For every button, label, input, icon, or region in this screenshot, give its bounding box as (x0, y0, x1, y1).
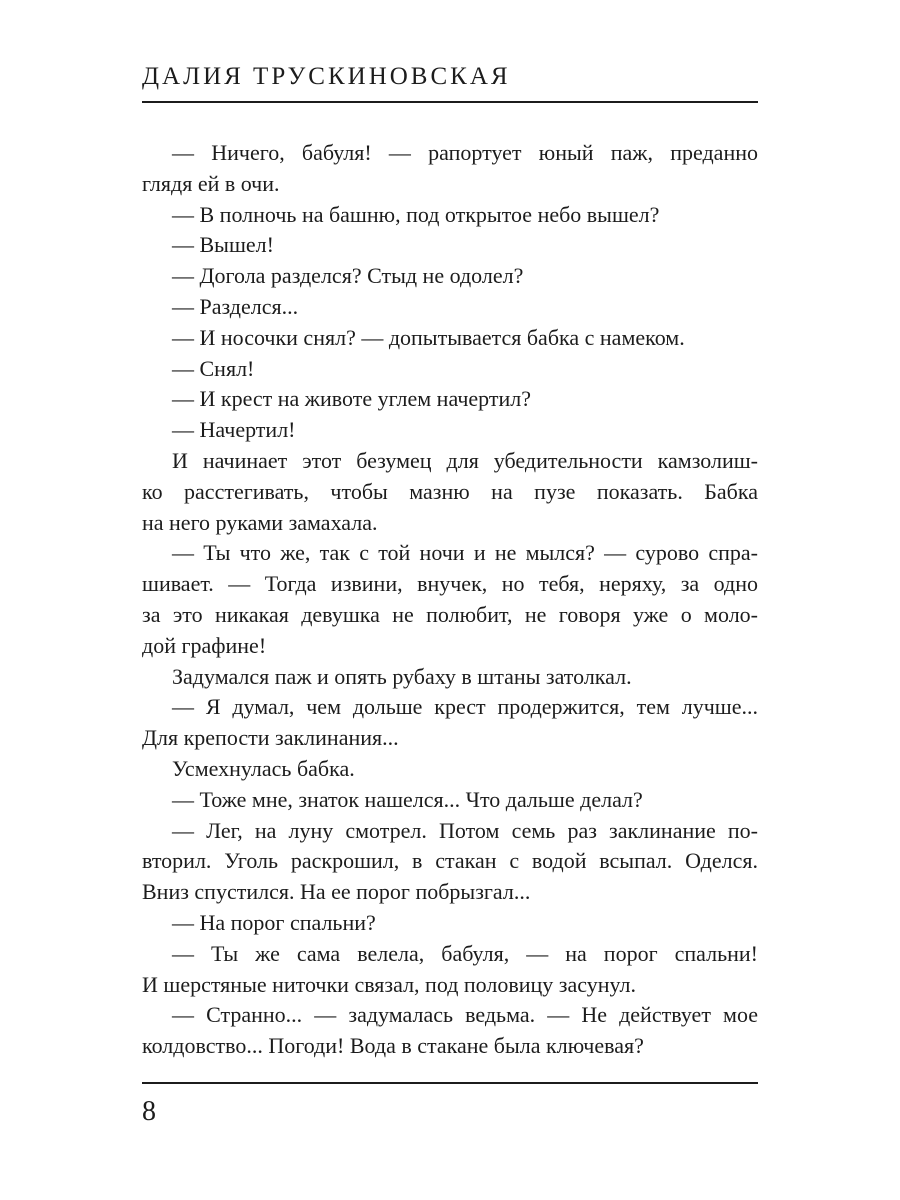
text-line: — Разделся... (172, 293, 299, 319)
text-line: И шерстяные ниточки связал, под половицу засунул. (142, 971, 637, 997)
body-text (142, 138, 758, 1062)
text-line: Усмехнулась бабка. (172, 755, 355, 781)
text-line: — В полночь на башню, под открытое небо вышел? (172, 201, 660, 227)
text-line: Задумался паж и опять рубаху в штаны затолкал. (172, 663, 632, 689)
text-line: Для крепости заклинания... (142, 725, 399, 751)
page-number: 8 (142, 1096, 156, 1127)
text-line: — Тоже мне, знаток нашелся... Что дальше делал? (172, 786, 643, 812)
text-line: — Лег, на луну смотрел. Потом семь раз заклинание по- (172, 817, 758, 843)
text-line: — Начертил! (172, 417, 296, 443)
text-line: — Снял! (172, 355, 255, 381)
text-line: на него руками замахала. (142, 509, 378, 535)
text-line: — И крест на животе углем начертил? (172, 386, 532, 412)
text-line: ко расстегивать, чтобы мазню на пузе показать. Бабка (142, 478, 758, 504)
header-rule (142, 101, 758, 103)
text-line: — Странно... — задумалась ведьма. — Не действует мое (172, 1002, 758, 1028)
text-line: шивает. — Тогда извини, внучек, но тебя, неряху, за одно (142, 571, 758, 597)
text-line: — Ты же сама велела, бабуля, — на порог спальни! (172, 940, 758, 966)
footer-rule (142, 1082, 758, 1084)
text-line: дой графине! (142, 632, 267, 658)
text-line: Вниз спустился. На ее порог побрызгал... (142, 879, 531, 905)
text-line: — Вышел! (172, 232, 274, 258)
text-line: — Догола разделся? Стыд не одолел? (172, 263, 524, 289)
running-head-author: ДАЛИЯ ТРУСКИНОВСКАЯ (142, 63, 511, 90)
text-line: вторил. Уголь раскрошил, в стакан с водой всыпал. Оделся. (142, 848, 758, 874)
text-line: — Ничего, бабуля! — рапортует юный паж, преданно (172, 140, 758, 165)
text-line: — И носочки снял? — допытывается бабка с намеком. (172, 324, 685, 350)
text-line: — Я думал, чем дольше крест продержится, тем лучше... (172, 694, 758, 720)
text-line: за это никакая девушка не полюбит, не говоря уже о моло- (142, 601, 758, 627)
text-line: глядя ей в очи. (142, 170, 280, 196)
text-line: — Ты что же, так с той ночи и не мылся? — сурово спра- (172, 540, 758, 566)
text-line: И начинает этот безумец для убедительности камзолиш- (172, 447, 758, 473)
text-line: колдовство... Погоди! Вода в стакане была ключевая? (142, 1033, 644, 1059)
text-line: — На порог спальни? (172, 909, 376, 935)
